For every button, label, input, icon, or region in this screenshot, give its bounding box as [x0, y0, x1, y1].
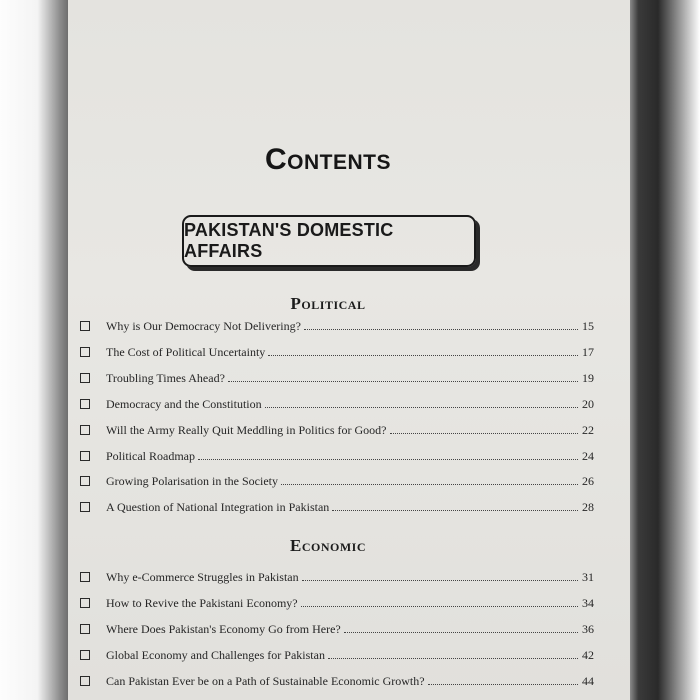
toc-entry	[80, 446, 600, 464]
entry-title: Growing Polarisation in the Society	[106, 474, 278, 488]
checkbox-icon	[80, 425, 90, 435]
entry-page: 15	[582, 319, 594, 333]
checkbox-icon	[80, 598, 90, 608]
toc-entry	[80, 342, 600, 360]
entry-title: How to Revive the Pakistani Economy?	[106, 596, 298, 610]
toc-entry	[80, 368, 600, 386]
entry-title: Can Pakistan Ever be on a Path of Sustainable Economic Growth?	[106, 674, 425, 688]
toc-entry	[80, 671, 600, 689]
dot-leader	[281, 483, 578, 485]
toc-entry	[80, 645, 600, 663]
toc-entry	[80, 593, 600, 611]
group-heading-economic: Economic	[289, 536, 366, 555]
dot-leader	[332, 509, 578, 511]
entry-page: 26	[582, 474, 594, 488]
toc-entry	[80, 420, 600, 438]
checkbox-icon	[80, 451, 90, 461]
toc-entry	[80, 394, 600, 412]
entry-page: 24	[582, 449, 594, 463]
section-title: PAKISTAN'S DOMESTIC AFFAIRS	[184, 220, 394, 261]
entry-page: 28	[582, 500, 594, 514]
dot-leader	[328, 657, 578, 659]
entry-title: Why is Our Democracy Not Delivering?	[106, 319, 301, 333]
entry-title: Where Does Pakistan's Economy Go from Here?	[106, 622, 341, 636]
entry-title: The Cost of Political Uncertainty	[106, 345, 266, 359]
entry-page: 42	[582, 648, 594, 662]
checkbox-icon	[80, 373, 90, 383]
entry-page: 34	[582, 596, 594, 610]
entry-title: Democracy and the Constitution	[106, 397, 262, 411]
checkbox-icon	[80, 476, 90, 486]
checkbox-icon	[80, 347, 90, 357]
entry-title: Political Roadmap	[106, 449, 195, 463]
dot-leader	[304, 328, 578, 330]
checkbox-icon	[80, 650, 90, 660]
dot-leader	[265, 406, 578, 408]
toc-entry	[80, 471, 600, 489]
entry-page: 19	[582, 371, 594, 385]
entry-title: Why e-Commerce Struggles in Pakistan	[106, 570, 299, 584]
dot-leader	[302, 579, 578, 581]
toc-entry	[80, 619, 600, 637]
checkbox-icon	[80, 321, 90, 331]
entry-title: Global Economy and Challenges for Pakistan	[106, 648, 325, 662]
dot-leader	[344, 631, 578, 633]
entry-title: Troubling Times Ahead?	[106, 371, 225, 385]
section-title-box	[182, 215, 476, 267]
toc-entry	[80, 316, 600, 334]
checkbox-icon	[80, 624, 90, 634]
dot-leader	[198, 458, 578, 460]
dot-leader	[301, 605, 578, 607]
entry-page: 22	[582, 423, 594, 437]
entry-title: Will the Army Really Quit Meddling in Politics for Good?	[106, 423, 387, 437]
book-page	[68, 0, 630, 700]
group-heading-political: Political	[290, 294, 366, 313]
checkbox-icon	[80, 502, 90, 512]
dot-leader	[228, 380, 578, 382]
dot-leader	[268, 354, 578, 356]
checkbox-icon	[80, 399, 90, 409]
entry-page: 20	[582, 397, 594, 411]
dot-leader	[428, 683, 578, 685]
background-left	[0, 0, 68, 700]
entry-page: 44	[582, 674, 594, 688]
background-right	[630, 0, 700, 700]
entry-page: 36	[582, 622, 594, 636]
checkbox-icon	[80, 676, 90, 686]
entry-page: 17	[582, 345, 594, 359]
toc-entry	[80, 497, 600, 515]
entry-title: A Question of National Integration in Pakistan	[106, 500, 330, 514]
checkbox-icon	[80, 572, 90, 582]
contents-heading: Contents	[265, 143, 391, 176]
dot-leader	[390, 432, 579, 434]
toc-entry	[80, 567, 600, 585]
entry-page: 31	[582, 570, 594, 584]
